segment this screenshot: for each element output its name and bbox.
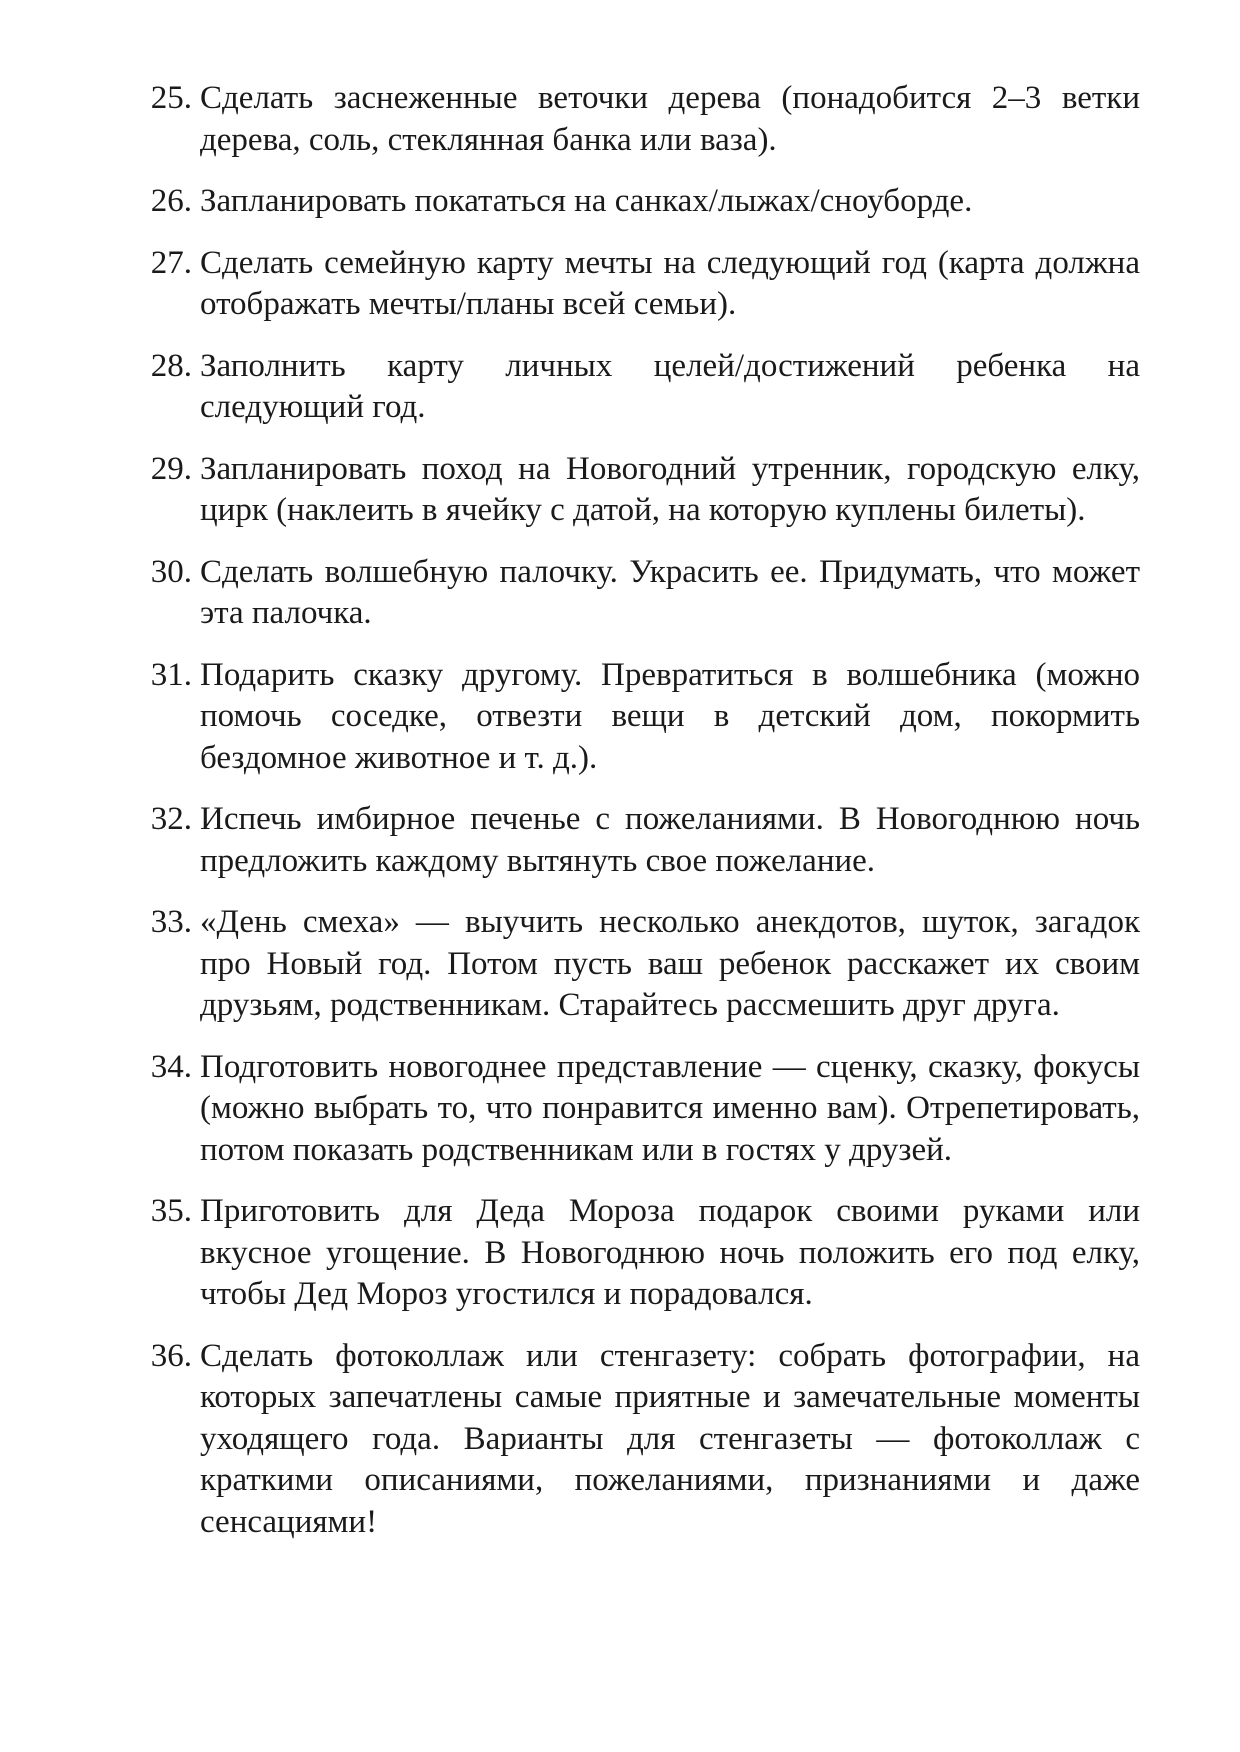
item-text: Заполнить карту личных целей/достижений ребенка на следующий год. xyxy=(200,347,1140,425)
item-text: Подарить сказку другому. Превратиться в волшебника (можно помочь соседке, отвезти вещи в детский дом, покормить бездомное животное и т. д.). xyxy=(200,656,1140,776)
item-number: 33. xyxy=(150,904,192,940)
item-number: 30. xyxy=(150,553,192,590)
item-text: Запланировать поход на Новогодний утренник, городскую елку, цирк (наклеить в ячейку с датой, на которую куплены билеты). xyxy=(200,450,1140,528)
list-item xyxy=(130,243,1140,326)
list-item xyxy=(130,1336,1140,1544)
item-text: Сделать семейную карту мечты на следующий год (карта должна отображать мечты/планы всей семьи). xyxy=(200,244,1140,322)
item-number: 35. xyxy=(150,1193,192,1229)
item-number: 31. xyxy=(150,656,192,693)
item-text: Запланировать покататься на санках/лыжах/сноуборде. xyxy=(200,183,973,219)
list-item xyxy=(130,181,1140,223)
item-number: 25. xyxy=(150,80,192,116)
list-item xyxy=(130,78,1140,161)
list-item xyxy=(130,799,1140,882)
item-text: Сделать фотоколлаж или стенгазету: собрать фотографии, на которых запечатлены самые приятные и замечательные моменты уходящего года. Варианты для стенгазеты — фотоколлаж с краткими описаниями, пожеланиями, признаниями и даже сенсациями! xyxy=(200,1337,1140,1540)
item-text: Приготовить для Деда Мороза подарок своими руками или вкусное угощение. В Новогоднюю ночь положить его под елку, чтобы Дед Мороз угостился и порадовался. xyxy=(200,1193,1140,1312)
item-number: 27. xyxy=(150,244,192,281)
list-item xyxy=(130,655,1140,780)
list-item xyxy=(130,552,1140,635)
list-item xyxy=(130,449,1140,532)
item-text: «День смеха» — выучить несколько анекдотов, шуток, загадок про Новый год. Потом пусть ваш ребенок расскажет их своим друзьям, родственникам. Старайтесь рассмешить друг друга. xyxy=(200,904,1140,1023)
item-text: Сделать волшебную палочку. Украсить ее. Придумать, что может эта палочка. xyxy=(200,553,1140,631)
item-number: 36. xyxy=(150,1337,192,1374)
list-item xyxy=(130,1047,1140,1172)
item-text: Сделать заснеженные веточки дерева (понадобится 2–3 ветки дерева, соль, стеклянная банка или ваза). xyxy=(200,80,1140,158)
item-number: 28. xyxy=(150,347,192,384)
list-item xyxy=(130,346,1140,429)
item-number: 34. xyxy=(150,1048,192,1085)
list-item xyxy=(130,902,1140,1027)
document-page xyxy=(130,78,1140,1563)
item-number: 29. xyxy=(150,450,192,487)
item-number: 32. xyxy=(150,801,192,837)
item-text: Испечь имбирное печенье с пожеланиями. В Новогоднюю ночь предложить каждому вытянуть свое пожелание. xyxy=(200,801,1140,879)
list-item xyxy=(130,1191,1140,1316)
item-number: 26. xyxy=(150,183,192,219)
item-text: Подготовить новогоднее представление — сценку, сказку, фокусы (можно выбрать то, что понравится именно вам). Отрепетировать, потом показать родственникам или в гостях у друзей. xyxy=(200,1048,1140,1168)
